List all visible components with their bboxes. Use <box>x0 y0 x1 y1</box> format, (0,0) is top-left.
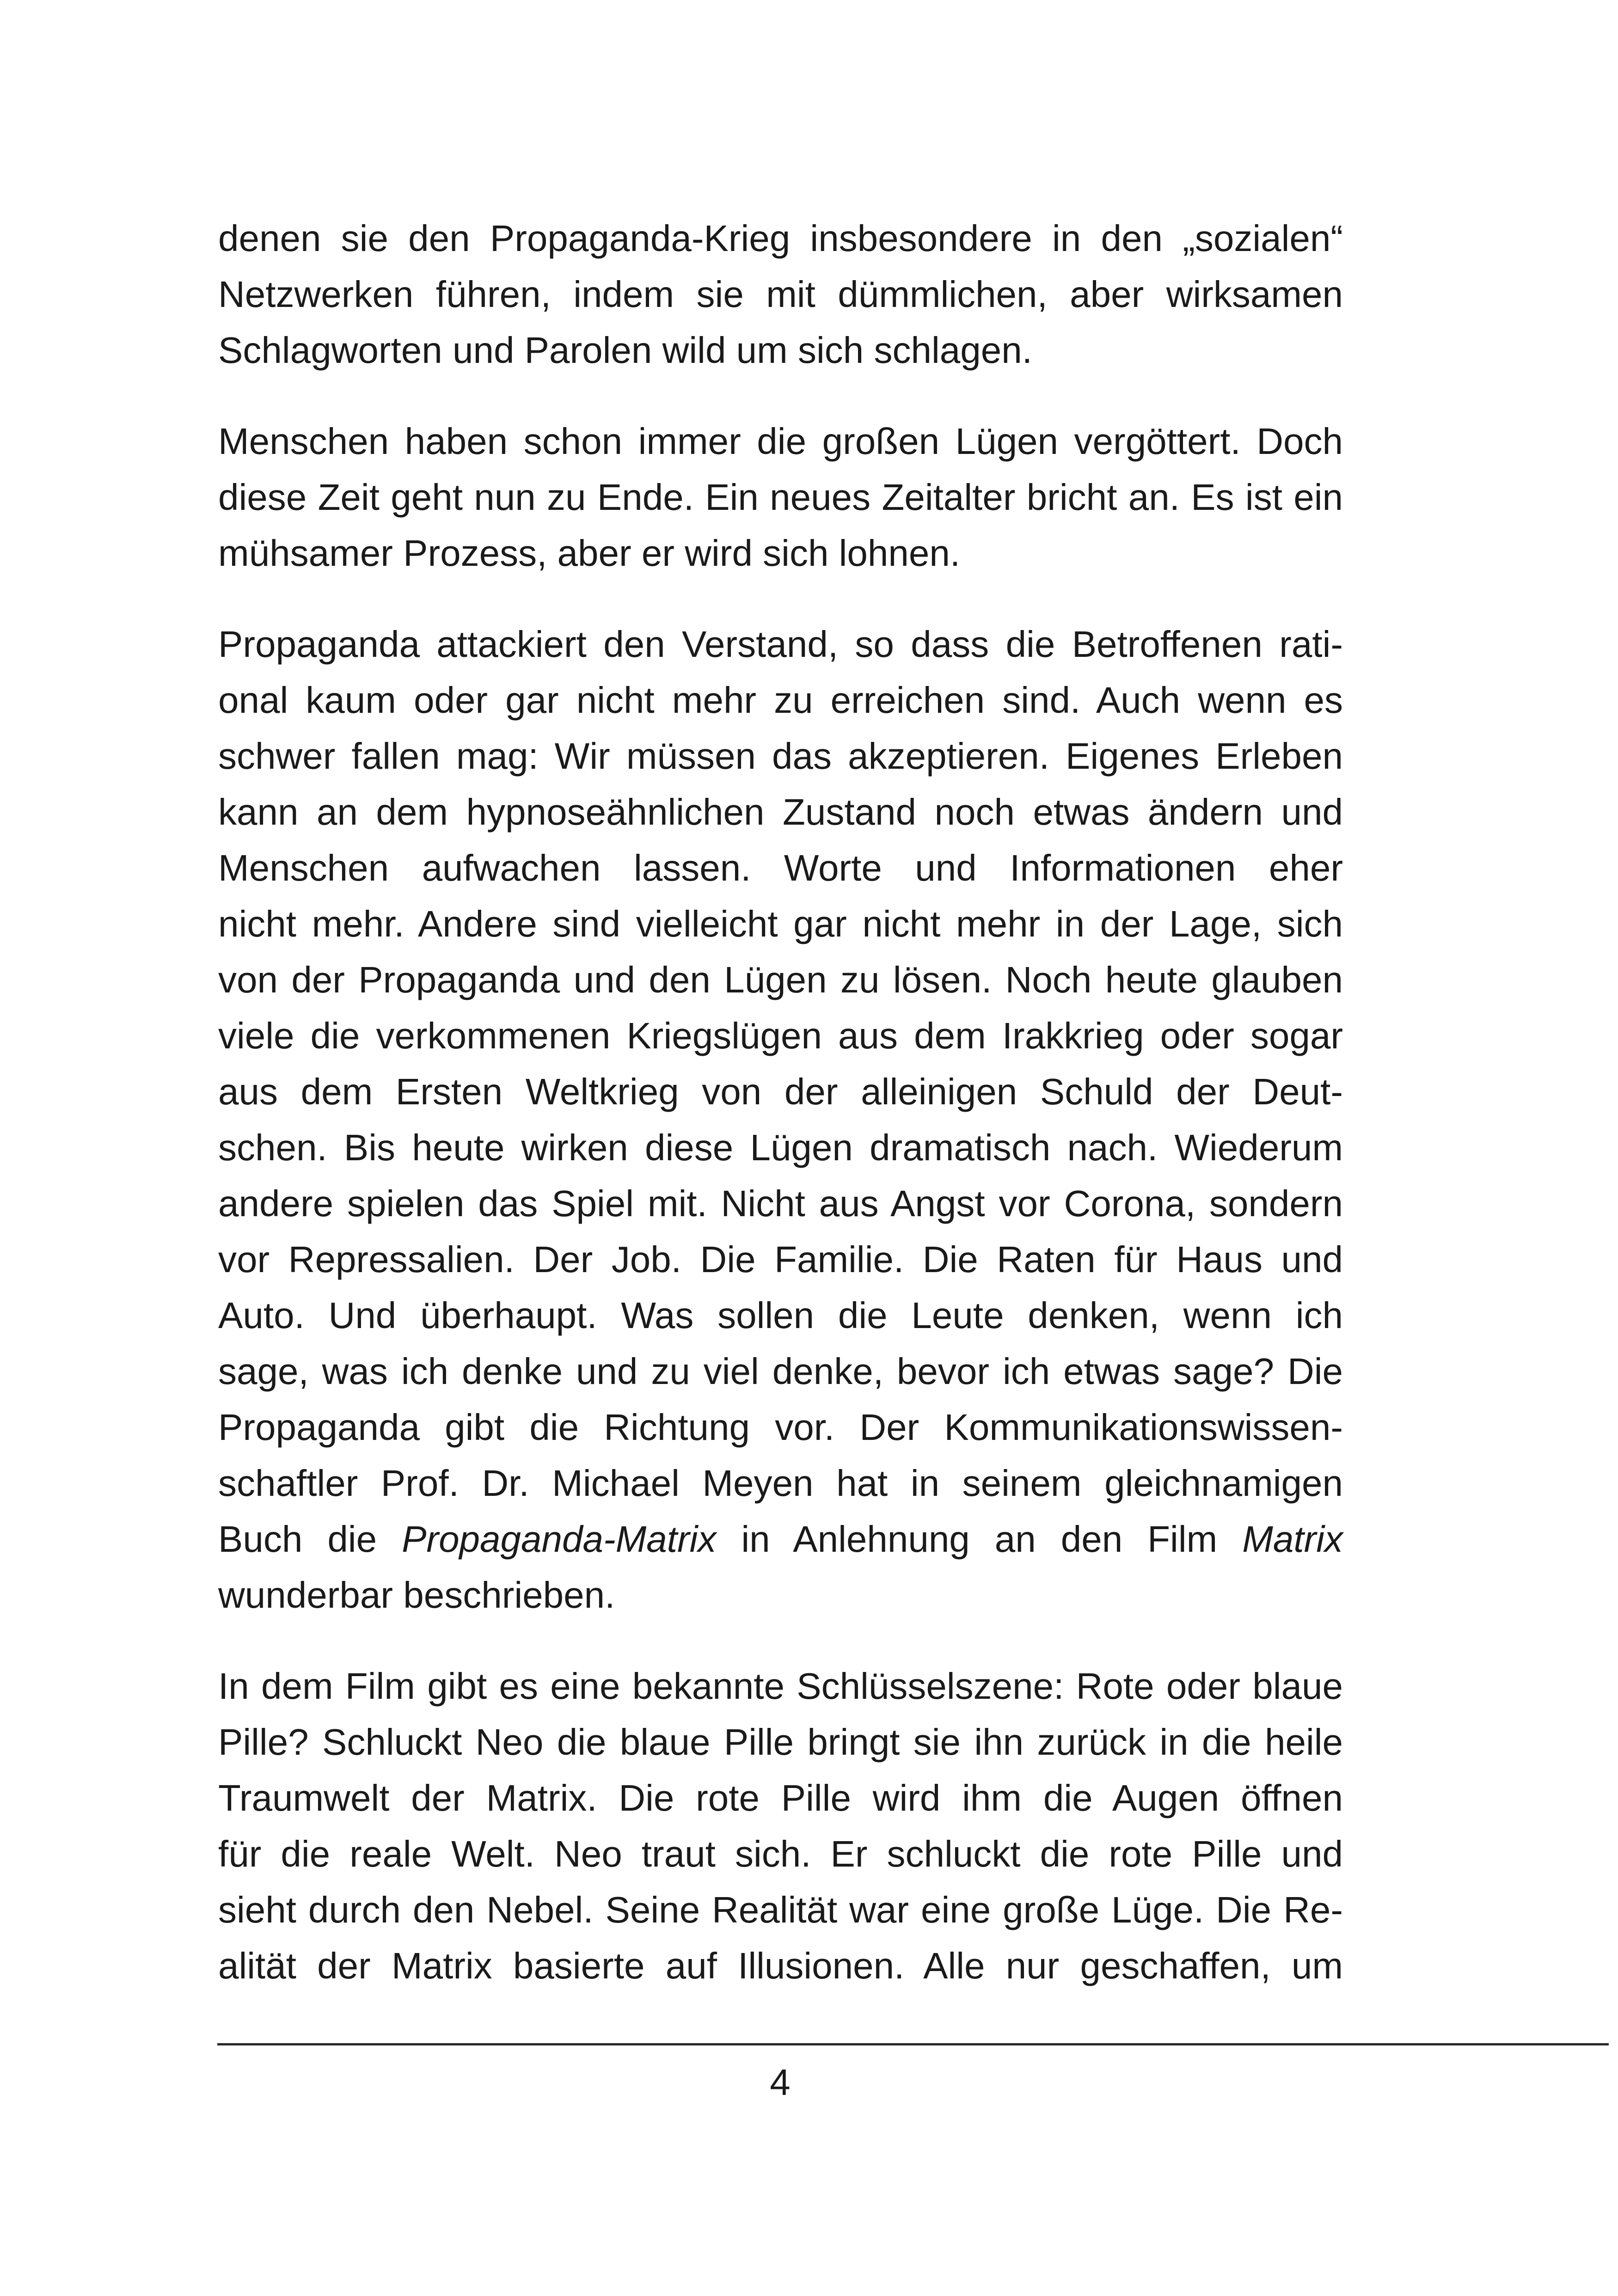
text-line: Menschen aufwachen lassen. Worte und Informationen eher <box>218 847 1343 888</box>
paragraph-1 <box>218 210 1343 378</box>
text-line: vor Repressalien. Der Job. Die Familie. Die Raten für Haus und <box>218 1239 1343 1280</box>
text-line: Traumwelt der Matrix. Die rote Pille wird ihm die Augen öffnen <box>218 1777 1343 1818</box>
text-line: alität der Matrix basierte auf Illusionen. Alle nur geschaffen, um <box>218 1945 1343 1986</box>
text-line: Propaganda attackiert den Verstand, so dass die Betroffenen rati- <box>218 624 1343 665</box>
text-line: kann an dem hypnoseähnlichen Zustand noch etwas ändern und <box>218 791 1343 833</box>
text-line: Pille? Schluckt Neo die blaue Pille bringt sie ihn zurück in die heile <box>218 1721 1343 1763</box>
paragraph-3 <box>218 616 1343 1623</box>
text-line: nicht mehr. Andere sind vielleicht gar nicht mehr in der Lage, sich <box>218 903 1343 944</box>
book-title-italic: Propaganda-Matrix <box>402 1518 717 1560</box>
text-line: Propaganda gibt die Richtung vor. Der Kommunikationswissen- <box>218 1407 1343 1448</box>
text-line: für die reale Welt. Neo traut sich. Er schluckt die rote Pille und <box>218 1833 1343 1874</box>
page-number: 4 <box>770 2062 791 2103</box>
text-run: Buch die <box>218 1518 402 1560</box>
text-line: von der Propaganda und den Lügen zu lösen. Noch heute glauben <box>218 959 1343 1000</box>
text-line: In dem Film gibt es eine bekannte Schlüsselszene: Rote oder blaue <box>218 1665 1343 1707</box>
text-line: Netzwerken führen, indem sie mit dümmlichen, aber wirksamen <box>218 274 1343 315</box>
text-line: viele die verkommenen Kriegslügen aus dem Irakkrieg oder sogar <box>218 1015 1343 1056</box>
paragraph-2 <box>218 413 1343 581</box>
text-line: onal kaum oder gar nicht mehr zu erreichen sind. Auch wenn es <box>218 680 1343 721</box>
text-line: schen. Bis heute wirken diese Lügen dramatisch nach. Wiederum <box>218 1127 1343 1168</box>
paragraph-4 <box>218 1658 1343 1994</box>
text-line: schaftler Prof. Dr. Michael Meyen hat in seinem gleichnamigen <box>218 1463 1343 1504</box>
text-line: diese Zeit geht nun zu Ende. Ein neues Zeitalter bricht an. Es ist ein <box>218 477 1343 518</box>
text-line: aus dem Ersten Weltkrieg von der alleinigen Schuld der Deut- <box>218 1071 1343 1112</box>
text-line: sieht durch den Nebel. Seine Realität war eine große Lüge. Die Re- <box>218 1889 1343 1930</box>
text-line-with-italics <box>218 1511 1343 1567</box>
text-run: in Anlehnung an den Film <box>716 1518 1243 1560</box>
text-line: mühsamer Prozess, aber er wird sich lohnen. <box>218 533 961 574</box>
text-line: denen sie den Propaganda-Krieg insbesondere in den „sozialen“ <box>218 218 1343 259</box>
text-line: wunderbar beschrieben. <box>218 1574 615 1616</box>
footer-rule <box>217 2043 1609 2045</box>
text-line: andere spielen das Spiel mit. Nicht aus Angst vor Corona, sondern <box>218 1183 1343 1224</box>
text-line: Auto. Und überhaupt. Was sollen die Leute denken, wenn ich <box>218 1295 1343 1336</box>
film-title-italic: Matrix <box>1242 1518 1343 1560</box>
text-line: schwer fallen mag: Wir müssen das akzeptieren. Eigenes Erleben <box>218 735 1343 777</box>
text-line: sage, was ich denke und zu viel denke, bevor ich etwas sage? Die <box>218 1351 1343 1392</box>
body-text <box>218 210 1343 2029</box>
text-line: Menschen haben schon immer die großen Lügen vergöttert. Doch <box>218 421 1343 462</box>
text-line: Schlagworten und Parolen wild um sich schlagen. <box>218 330 1032 371</box>
